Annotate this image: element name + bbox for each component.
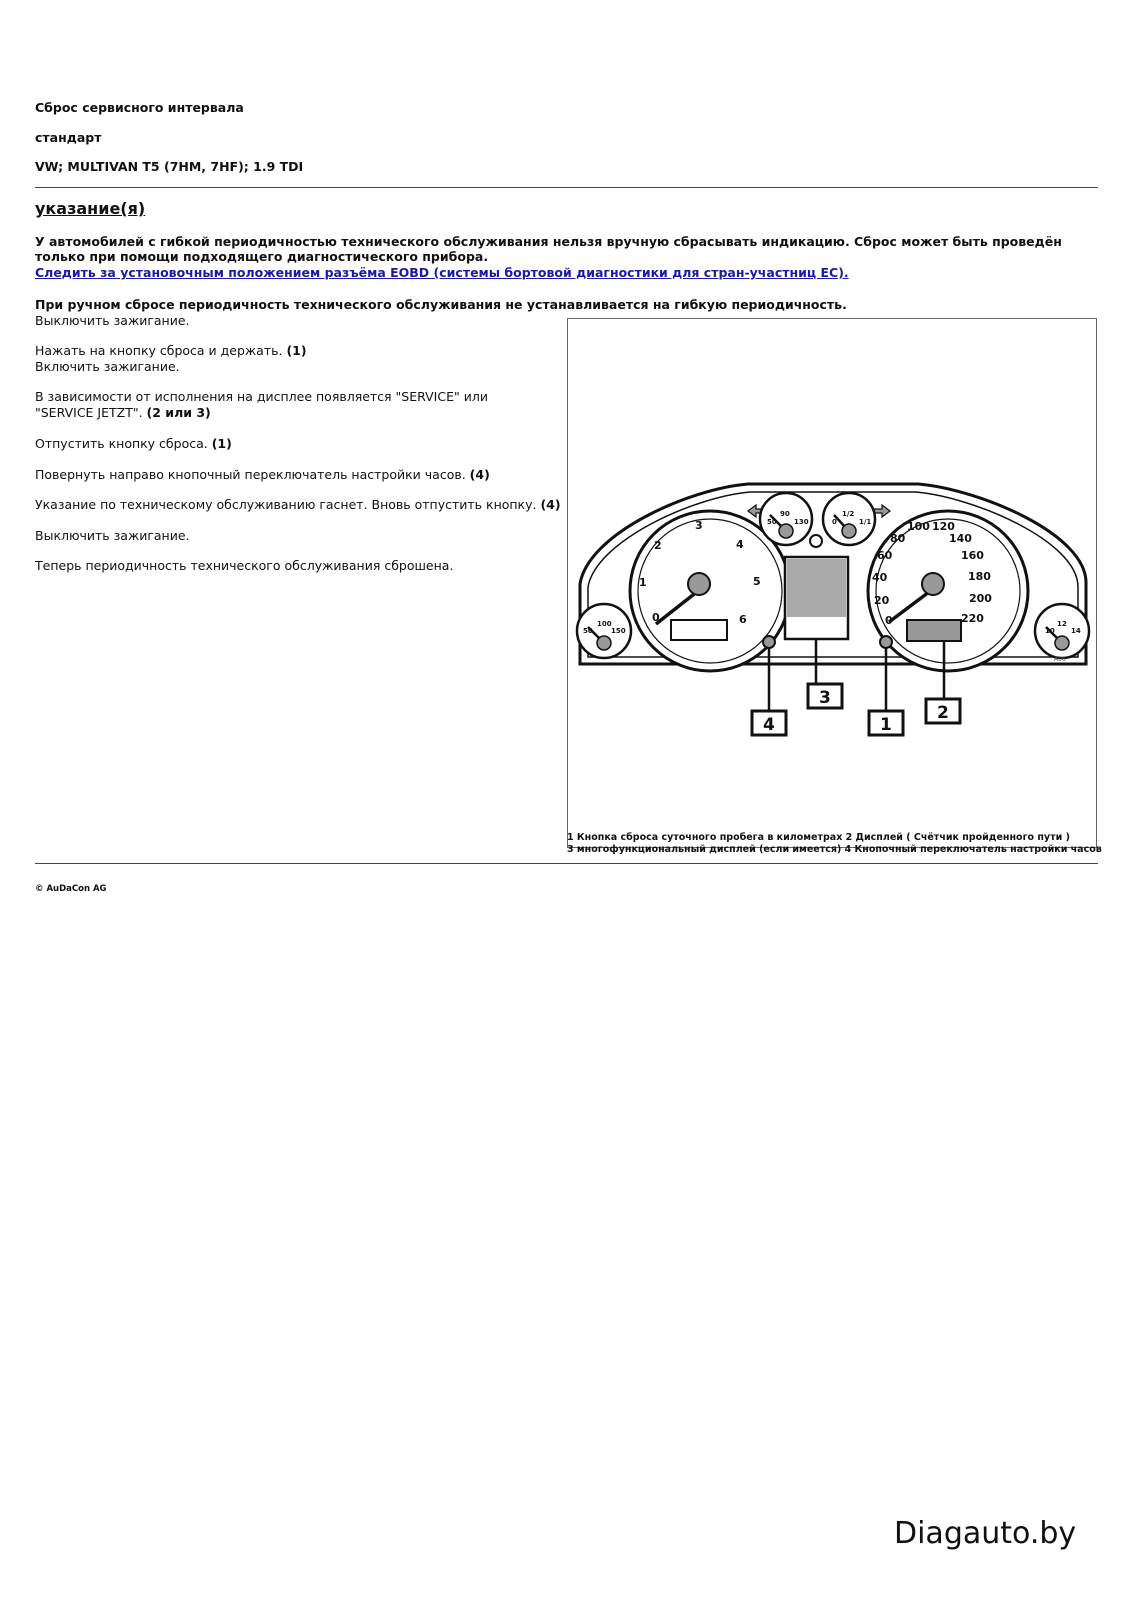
document-title: Сброс сервисного интервала [35, 100, 244, 115]
tacho-label-0: 0 [652, 611, 660, 624]
svg-text:4: 4 [763, 715, 775, 735]
volt-label-low: 10 [1045, 627, 1055, 635]
speedo-label-220: 220 [961, 612, 984, 625]
note-text: У автомобилей с гибкой периодичностью технического обслуживания нельзя вручную сбрасывать индикацию. Сброс может быть проведён только при помощи подходящего диагностического прибора. [35, 234, 1062, 264]
header-divider [35, 187, 1098, 188]
voltmeter [1035, 604, 1089, 658]
volt-label-high: 14 [1071, 627, 1081, 635]
tacho-label-5: 5 [753, 575, 761, 588]
footer-divider [35, 863, 1098, 864]
figure-code: A06 [1054, 656, 1066, 663]
svg-text:2: 2 [937, 703, 949, 723]
oil-label-high: 150 [611, 627, 626, 635]
speedo-label-80: 80 [890, 532, 906, 545]
speedo-label-100: 100 [907, 520, 930, 533]
note-title: указание(я) [35, 199, 146, 218]
speedo-label-60: 60 [877, 549, 893, 562]
speedometer [868, 511, 1028, 671]
speedo-label-160: 160 [961, 549, 984, 562]
eobd-link[interactable]: Следить за установочным положением разъёма EOBD (системы бортовой диагностики для стран-участниц ЕС). [35, 265, 849, 280]
figure-caption-line1: 1 Кнопка сброса суточного пробега в километрах 2 Дисплей ( Счётчик пройденного пути ) [567, 832, 1070, 843]
step-2: Нажать на кнопку сброса и держать. (1) [35, 343, 307, 358]
trip-reset-button [880, 636, 892, 648]
vehicle-model: VW; MULTIVAN T5 (7HM, 7HF); 1.9 TDI [35, 159, 304, 174]
volt-label-mid: 12 [1057, 620, 1067, 628]
step-8: Выключить зажигание. [35, 528, 190, 543]
manual-reset-note: При ручном сбросе периодичность технического обслуживания не устанавливается на гибкую периодичность. [35, 297, 847, 312]
speedo-label-180: 180 [968, 570, 991, 583]
step-1: Выключить зажигание. [35, 313, 190, 328]
speedo-label-120: 120 [932, 520, 955, 533]
trip-display [907, 620, 961, 641]
step-4: В зависимости от исполнения на дисплее появляется "SERVICE" или "SERVICE JETZT". (2 или 3) [35, 389, 488, 420]
temp-label-low: 50 [767, 518, 777, 526]
speedo-label-0: 0 [885, 614, 893, 627]
temp-label-high: 130 [794, 518, 809, 526]
clock-adjust-button [763, 636, 775, 648]
copyright: © AuDaCon AG [35, 884, 107, 894]
document-subtitle: стандарт [35, 130, 102, 145]
tacho-label-2: 2 [654, 539, 662, 552]
step-7: Указание по техническому обслуживанию гаснет. Вновь отпустить кнопку. (4) [35, 497, 561, 512]
tacho-label-4: 4 [736, 538, 744, 551]
oil-label-low: 50 [583, 627, 593, 635]
speedo-label-20: 20 [874, 594, 890, 607]
callout-3 [808, 684, 842, 708]
oil-label-mid: 100 [597, 620, 612, 628]
tacho-label-6: 6 [739, 613, 747, 626]
step-5: Отпустить кнопку сброса. (1) [35, 436, 232, 451]
fuel-label-high: 1/1 [859, 518, 872, 526]
coolant-temp-gauge [760, 493, 812, 545]
instrument-cluster-diagram [568, 319, 1098, 849]
speedo-label-140: 140 [949, 532, 972, 545]
svg-text:1: 1 [880, 715, 892, 735]
callout-1 [869, 711, 903, 735]
speedo-label-200: 200 [969, 592, 992, 605]
step-3: Включить зажигание. [35, 359, 180, 374]
fuel-gauge [823, 493, 875, 545]
figure-caption-line2: 3 многофункциональный дисплей (если имеется) 4 Кнопочный переключатель настройки часов [567, 844, 1102, 855]
callout-2 [926, 699, 960, 723]
svg-text:3: 3 [819, 688, 831, 708]
oil-temp-gauge [577, 604, 631, 658]
tacho-label-3: 3 [695, 519, 703, 532]
callout-4 [752, 711, 786, 735]
fuel-label-low: 0 [832, 518, 837, 526]
speedo-label-40: 40 [872, 571, 888, 584]
tacho-label-1: 1 [639, 576, 647, 589]
tacho-display [671, 620, 727, 640]
step-9: Теперь периодичность технического обслуживания сброшена. [35, 558, 454, 573]
fuel-label-mid: 1/2 [842, 510, 855, 518]
temp-label-mid: 90 [780, 510, 790, 518]
step-6: Повернуть направо кнопочный переключатель настройки часов. (4) [35, 467, 490, 482]
instrument-cluster-figure [567, 318, 1097, 848]
watermark: Diagauto.by [894, 1516, 1077, 1551]
